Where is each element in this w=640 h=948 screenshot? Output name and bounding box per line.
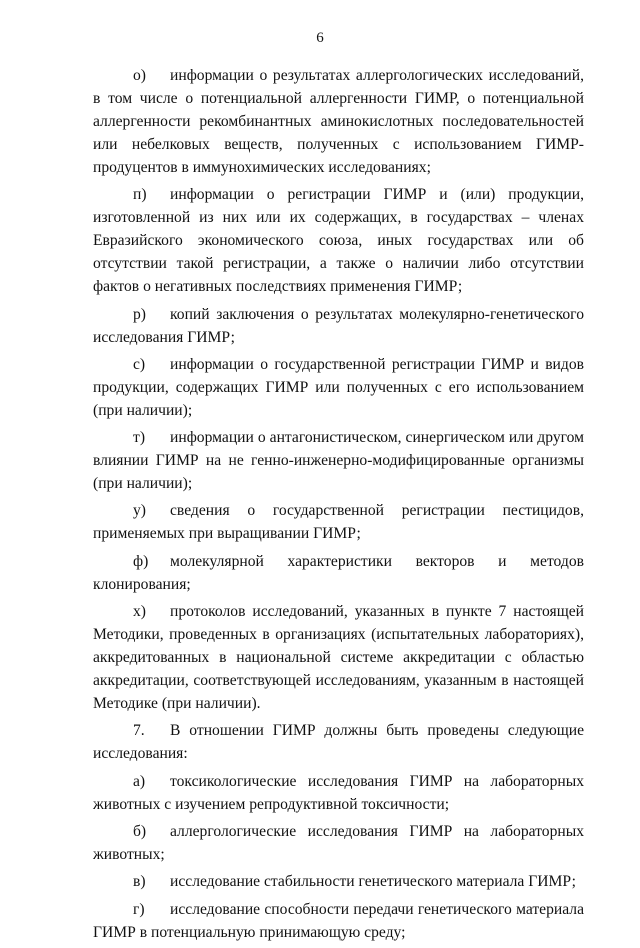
list-marker: х) [133, 603, 146, 621]
list-item-text: информации о результатах аллергологических исследований, в том числе о потенциальной аллергенности ГИМР, о потенциальной аллергенности рекомбинантных аминокислотных последовательностей или небелковых веществ, полученных с использованием ГИМР-продуцентов в иммунохимических исследованиях; [93, 67, 584, 176]
list-item-g [93, 898, 584, 944]
list-marker: р) [133, 305, 146, 323]
list-item-text: копий заключения о результатах молекулярно-генетического исследования ГИМР; [93, 305, 584, 346]
page-number: 6 [316, 30, 324, 46]
list-item-v [93, 870, 584, 893]
list-item-t [93, 426, 584, 495]
list-item-text: исследование способности передачи генетического материала ГИМР в потенциальную принимающую среду; [93, 900, 584, 941]
list-marker: п) [133, 186, 147, 204]
list-item-text: протоколов исследований, указанных в пункте 7 настоящей Методики, проведенных в организациях (испытательных лабораториях), аккредитованных в национальной системе аккредитации с областью аккредитации, соответствующей исследованиям, указанным в настоящей Методике (при наличии). [93, 603, 584, 713]
list-item-f [93, 550, 584, 596]
list-item-s [93, 353, 584, 422]
list-item-text: аллергологические исследования ГИМР на лабораторных животных; [93, 822, 584, 863]
list-item-text: исследование стабильности генетического материала ГИМР; [170, 873, 576, 891]
list-item-o [93, 64, 584, 179]
list-item-kh [93, 600, 584, 715]
list-marker: ф) [133, 552, 149, 570]
list-item-b [93, 820, 584, 866]
list-item-p [93, 183, 584, 298]
list-marker: а) [133, 772, 146, 790]
section-7 [93, 719, 584, 765]
section-number: 7. [133, 722, 145, 740]
section-text: В отношении ГИМР должны быть проведены следующие исследования: [93, 722, 584, 763]
list-item-u [93, 499, 584, 545]
list-item-text: сведения о государственной регистрации пестицидов, применяемых при выращивании ГИМР; [93, 502, 584, 543]
list-marker: о) [133, 67, 146, 84]
list-marker: т) [133, 429, 146, 447]
list-item-text: токсикологические исследования ГИМР на лабораторных животных с изучением репродуктивной токсичности; [93, 772, 584, 813]
document-body [93, 64, 584, 948]
list-item-text: молекулярной характеристики векторов и методов клонирования; [93, 552, 584, 593]
list-item-text: информации о антагонистическом, синергическом или другом влиянии ГИМР на не генно-инженерно-модифицированные организмы (при наличии); [93, 429, 584, 493]
list-item-r [93, 303, 584, 349]
list-marker: б) [133, 822, 147, 840]
list-marker: у) [133, 502, 146, 520]
list-item-text: информации о регистрации ГИМР и (или) продукции, изготовленной из них или их содержащих, в государствах – членах Евразийского экономического союза, иных государствах или об отсутствии такой регистрации, а также о наличии либо отсутствии фактов о негативных последствиях применения ГИМР; [93, 186, 584, 296]
list-item-text: информации о государственной регистрации ГИМР и видов продукции, содержащих ГИМР или полученных с его использованием (при наличии); [93, 355, 584, 419]
list-marker: с) [133, 355, 146, 373]
list-item-a [93, 770, 584, 816]
list-marker: г) [133, 900, 145, 918]
list-marker: в) [133, 873, 146, 891]
